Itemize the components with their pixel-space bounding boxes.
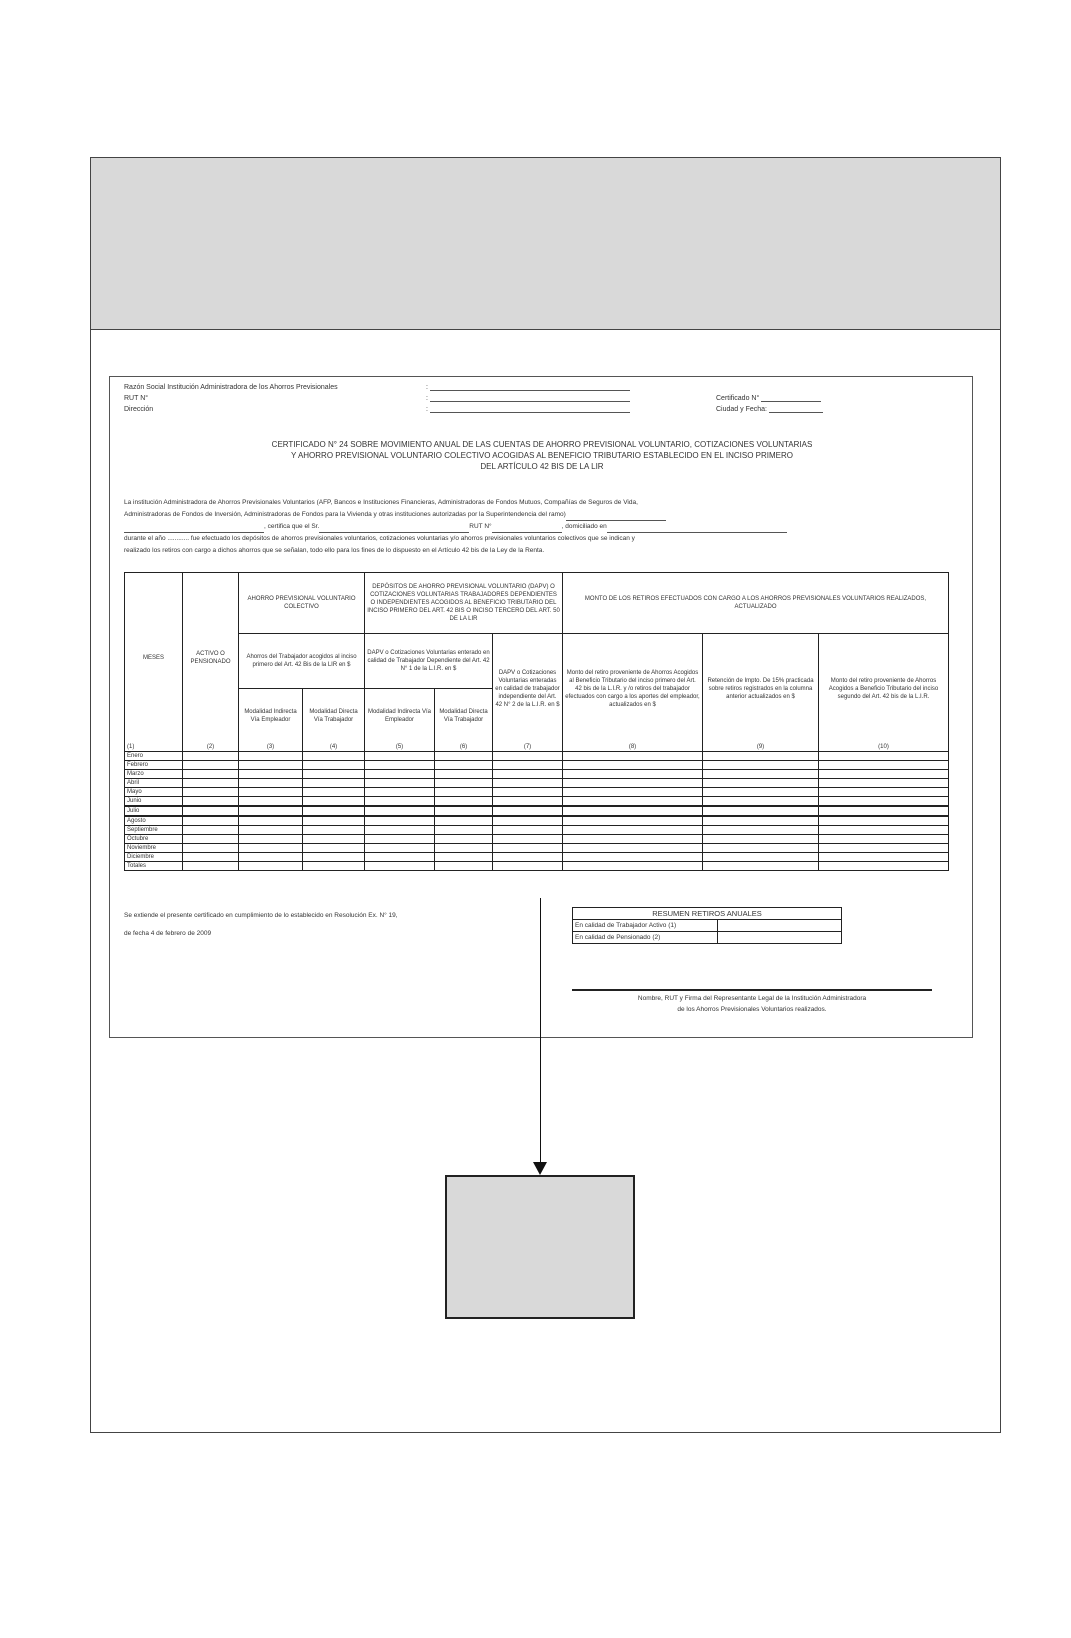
col-number: (5) [365, 743, 435, 752]
table-row [125, 853, 949, 862]
table-cell [563, 816, 703, 826]
resumen-title: RESUMEN RETIROS ANUALES [573, 908, 842, 920]
body-line-5: realizado los retiros con cargo a dichos ahorros que se señalan, todo ello para los fines de lo dispuesto en el Artículo 42 bis de la Ley de la Renta. [124, 547, 545, 554]
mod-indirecta-header: Modalidad Indirecta Vía Empleador [239, 689, 303, 744]
month-name: Junio [125, 797, 183, 807]
table-row [125, 761, 949, 770]
rut-label: RUT N° [124, 395, 149, 402]
table-cell [493, 844, 563, 853]
table-cell [303, 788, 365, 797]
table-cell [435, 779, 493, 788]
table-cell [493, 835, 563, 844]
table-cell [703, 816, 819, 826]
institution-name-field [124, 525, 264, 533]
table-cell [239, 816, 303, 826]
domicilio-text: , domiciliado en [561, 523, 607, 530]
table-cell [303, 779, 365, 788]
table-cell [563, 806, 703, 816]
table-cell [303, 862, 365, 871]
month-name: Octubre [125, 835, 183, 844]
table-cell [183, 835, 239, 844]
institution-field [566, 513, 666, 521]
apvc-header: AHORRO PREVISIONAL VOLUNTARIO COLECTIVO [239, 573, 365, 634]
body-line-4: durante el año ............ fue efectuado los depósitos de ahorros previsionales voluntarios, cotizaciones voluntarias y/o ahorros previsionales voluntarios colectivos que se indican y [124, 535, 635, 542]
col-number: (1) [125, 743, 183, 752]
table-cell [703, 835, 819, 844]
table-cell [819, 752, 949, 761]
direccion-field [430, 405, 630, 413]
table-cell [239, 844, 303, 853]
resolution-note [124, 907, 398, 943]
table-cell [819, 761, 949, 770]
table-cell [703, 788, 819, 797]
table-cell [183, 862, 239, 871]
certificate-form [109, 376, 973, 1038]
dapv-header: DEPÓSITOS DE AHORRO PREVISIONAL VOLUNTARIO (DAPV) O COTIZACIONES VOLUNTARIAS TRABAJADORES DEPENDIENTES O INDEPENDIENTES ACOGIDOS AL BENEFICIO TRIBUTARIO DEL INCISO PRIMERO DEL ART. 42 BIS O INCISO TERCERO DEL ART. 50 DE LA LIR [365, 573, 563, 634]
table-cell [183, 816, 239, 826]
table-cell [493, 761, 563, 770]
table-cell [819, 853, 949, 862]
rut-field [430, 394, 630, 402]
table-cell [365, 752, 435, 761]
col-number: (6) [435, 743, 493, 752]
table-cell [183, 853, 239, 862]
resumen-activo-label: En calidad de Trabajador Activo (1) [573, 920, 718, 932]
col-number: (8) [563, 743, 703, 752]
table-cell [563, 788, 703, 797]
table-row [125, 844, 949, 853]
table-cell [819, 770, 949, 779]
table-cell [239, 761, 303, 770]
table-cell [183, 806, 239, 816]
table-cell [563, 761, 703, 770]
table-cell [239, 835, 303, 844]
col-number: (3) [239, 743, 303, 752]
table-cell [563, 826, 703, 835]
month-name: Noviembre [125, 844, 183, 853]
table-cell [183, 761, 239, 770]
table-cell [239, 826, 303, 835]
table-cell [435, 853, 493, 862]
resumen-pensionado-value [718, 932, 842, 944]
table-cell [819, 788, 949, 797]
table-cell [239, 752, 303, 761]
table-cell [435, 826, 493, 835]
col10-header: Monto del retiro proveniente de Ahorros Acogidos a Beneficio Tributario del inciso segundo del Art. 42 bis de la L.I.R. [819, 634, 949, 744]
table-cell [239, 862, 303, 871]
target-box [445, 1175, 635, 1319]
table-cell [819, 806, 949, 816]
resumen-table [572, 907, 842, 944]
table-cell [493, 806, 563, 816]
table-cell [183, 752, 239, 761]
table-cell [563, 835, 703, 844]
table-cell [435, 761, 493, 770]
razon-social-row [124, 383, 630, 391]
mod-directa-header: Modalidad Directa Vía Trabajador [435, 689, 493, 744]
certificado-label: Certificado N° [716, 395, 760, 402]
signature-caption [572, 993, 932, 1015]
activo-header: ACTIVO O PENSIONADO [183, 573, 239, 744]
table-cell [703, 862, 819, 871]
table-row [125, 835, 949, 844]
table-cell [365, 797, 435, 807]
colon: : [425, 406, 428, 413]
arrow-head-icon [533, 1162, 547, 1175]
table-cell [563, 779, 703, 788]
signature-line-1: Nombre, RUT y Firma del Representante Legal de la Institución Administradora [637, 995, 867, 1002]
resumen-pensionado-label: En calidad de Pensionado (2) [573, 932, 718, 944]
resumen-activo-value [718, 920, 842, 932]
column-numbers-row [125, 743, 949, 752]
table-cell [365, 844, 435, 853]
resolution-line-1: Se extiende el presente certificado en cumplimiento de lo establecido en Resolución Ex. N° 19, [124, 912, 398, 919]
sr-field [319, 525, 469, 533]
direccion-label: Dirección [124, 406, 154, 413]
signature-line [572, 989, 932, 991]
table-cell [493, 862, 563, 871]
col-number: (7) [493, 743, 563, 752]
table-cell [703, 770, 819, 779]
colon: : [425, 384, 428, 391]
header-row-2 [125, 634, 949, 689]
table-cell [493, 826, 563, 835]
month-name: Febrero [125, 761, 183, 770]
ciudad-fecha-field [769, 405, 823, 413]
table-cell [703, 853, 819, 862]
table-cell [819, 862, 949, 871]
month-name: Totales [125, 862, 183, 871]
connector-arrow-line [540, 898, 541, 1164]
month-name: Abril [125, 779, 183, 788]
col9-header: Retención de Impto. De 15% practicada sobre retiros registrados en la columna anterior actualizados en $ [703, 634, 819, 744]
table-cell [493, 853, 563, 862]
table-cell [365, 826, 435, 835]
table-cell [493, 816, 563, 826]
table-row [125, 862, 949, 871]
body-line-1: La institución Administradora de Ahorros Previsionales Voluntarios (AFP, Bancos e Instituciones Financieras, Administradoras de Fondos Mutuos, Compañías de Seguros de Vida, [124, 499, 638, 506]
title-line-1: CERTIFICADO N° 24 SOBRE MOVIMIENTO ANUAL DE LAS CUENTAS DE AHORRO PREVISIONAL VOLUNTARIO, COTIZACIONES VOLUNTARIAS [271, 440, 813, 449]
direccion-row [124, 405, 630, 413]
table-cell [303, 770, 365, 779]
month-name: Julio [125, 806, 183, 816]
table-cell [819, 835, 949, 844]
table-cell [819, 779, 949, 788]
table-cell [493, 788, 563, 797]
table-cell [703, 806, 819, 816]
month-name: Diciembre [125, 853, 183, 862]
table-cell [365, 761, 435, 770]
movements-table [124, 572, 949, 871]
table-cell [303, 761, 365, 770]
table-cell [819, 816, 949, 826]
table-cell [493, 779, 563, 788]
ciudad-fecha-row [716, 405, 823, 413]
signature-line-2: de los Ahorros Previsionales Voluntarios realizados. [677, 1006, 827, 1013]
month-name: Mayo [125, 788, 183, 797]
colon: : [425, 395, 428, 402]
header-row-1 [125, 573, 949, 634]
table-cell [365, 862, 435, 871]
month-name: Enero [125, 752, 183, 761]
title-line-2: Y AHORRO PREVISIONAL VOLUNTARIO COLECTIVO ACOGIDAS AL BENEFICIO TRIBUTARIO ESTABLECIDO EN EL INCISO PRIMERO [290, 451, 794, 460]
body-line-3 [124, 521, 954, 533]
table-cell [365, 835, 435, 844]
resolution-line-2: de fecha 4 de febrero de 2009 [124, 930, 212, 937]
table-cell [303, 826, 365, 835]
table-cell [239, 788, 303, 797]
certifica-text: , certifica que el Sr. [264, 523, 320, 530]
table-cell [563, 770, 703, 779]
table-cell [183, 797, 239, 807]
table-row [125, 779, 949, 788]
certificado-row [716, 394, 821, 402]
table-cell [435, 770, 493, 779]
table-cell [493, 797, 563, 807]
table-cell [563, 752, 703, 761]
razon-social-field [430, 383, 630, 391]
rut-body-field [492, 525, 562, 533]
table-cell [493, 752, 563, 761]
table-cell [365, 788, 435, 797]
table-row [125, 806, 949, 816]
table-cell [435, 816, 493, 826]
table-cell [819, 826, 949, 835]
table-cell [183, 826, 239, 835]
table-cell [435, 862, 493, 871]
monto-header: MONTO DE LOS RETIROS EFECTUADOS CON CARGO A LOS AHORROS PREVISIONALES VOLUNTARIOS REALIZADOS, ACTUALIZADO [563, 573, 949, 634]
month-name: Marzo [125, 770, 183, 779]
table-cell [435, 844, 493, 853]
table-cell [819, 797, 949, 807]
table-cell [435, 806, 493, 816]
table-cell [239, 770, 303, 779]
mod-directa-header: Modalidad Directa Vía Trabajador [303, 689, 365, 744]
apvc-sub-header: Ahorros del Trabajador acogidos al inciso primero del Art. 42 Bis de la LIR en $ [239, 634, 365, 689]
rut-row [124, 394, 630, 402]
table-cell [563, 862, 703, 871]
table-cell [303, 806, 365, 816]
ciudad-fecha-label: Ciudad y Fecha: [716, 406, 767, 413]
table-row [125, 816, 949, 826]
certificate-body [124, 497, 954, 557]
table-cell [303, 752, 365, 761]
certificado-field [761, 394, 821, 402]
table-cell [365, 770, 435, 779]
table-cell [183, 788, 239, 797]
top-banner [91, 158, 1000, 330]
body-line-2-text: Administradoras de Fondos de Inversión, Administradoras de Fondos para la Vivienda y otras instituciones autorizadas por la Superintendencia del ramo) [124, 511, 566, 518]
table-row [125, 797, 949, 807]
mod-indirecta-header: Modalidad Indirecta Vía Empleador [365, 689, 435, 744]
col-number: (2) [183, 743, 239, 752]
table-cell [435, 788, 493, 797]
table-cell [563, 853, 703, 862]
col-number: (10) [819, 743, 949, 752]
table-cell [365, 816, 435, 826]
body-line-2 [124, 509, 954, 521]
month-name: Septiembre [125, 826, 183, 835]
rut-text: RUT N° [469, 523, 492, 530]
table-cell [239, 797, 303, 807]
certificate-title [170, 439, 914, 472]
table-cell [435, 835, 493, 844]
razon-social-label: Razón Social Institución Administradora de los Ahorros Previsionales [124, 384, 338, 391]
month-name: Agosto [125, 816, 183, 826]
table-cell [703, 844, 819, 853]
month-rows [125, 752, 949, 871]
table-cell [703, 797, 819, 807]
table-cell [435, 797, 493, 807]
table-cell [303, 797, 365, 807]
table-cell [703, 761, 819, 770]
table-cell [183, 779, 239, 788]
col-number: (4) [303, 743, 365, 752]
meses-header: MESES [125, 573, 183, 744]
table-cell [183, 770, 239, 779]
table-cell [703, 779, 819, 788]
table-row [125, 788, 949, 797]
table-cell [303, 844, 365, 853]
table-cell [365, 779, 435, 788]
table-row [125, 752, 949, 761]
dapv-independiente-header: DAPV o Cotizaciones Voluntarias enteradas en calidad de trabajador independiente del Art. 42 N° 2 de la L.I.R. en $ [493, 634, 563, 744]
table-cell [303, 835, 365, 844]
table-cell [435, 752, 493, 761]
table-cell [703, 752, 819, 761]
table-row [125, 826, 949, 835]
table-cell [239, 853, 303, 862]
table-row [125, 770, 949, 779]
table-cell [563, 797, 703, 807]
table-cell [703, 826, 819, 835]
table-cell [819, 844, 949, 853]
table-cell [365, 806, 435, 816]
table-cell [183, 844, 239, 853]
col8-header: Monto del retiro proveniente de Ahorros Acogidos al Beneficio Tributario del inciso primero del Art. 42 bis de la L.I.R. y /o retiros del trabajador efectuados con cargo a los aportes del empleador, actualizados en $ [563, 634, 703, 744]
table-cell [365, 853, 435, 862]
table-cell [239, 779, 303, 788]
table-cell [239, 806, 303, 816]
table-cell [303, 853, 365, 862]
title-line-3: DEL ARTÍCULO 42 BIS DE LA LIR [480, 462, 604, 471]
table-cell [563, 844, 703, 853]
table-cell [303, 816, 365, 826]
dapv-sub-header: DAPV o Cotizaciones Voluntarias enterado en calidad de Trabajador Dependiente del Art. 42 N° 1 de la L.I.R. en $ [365, 634, 493, 689]
table-cell [493, 770, 563, 779]
domicilio-field [607, 525, 787, 533]
col-number: (9) [703, 743, 819, 752]
